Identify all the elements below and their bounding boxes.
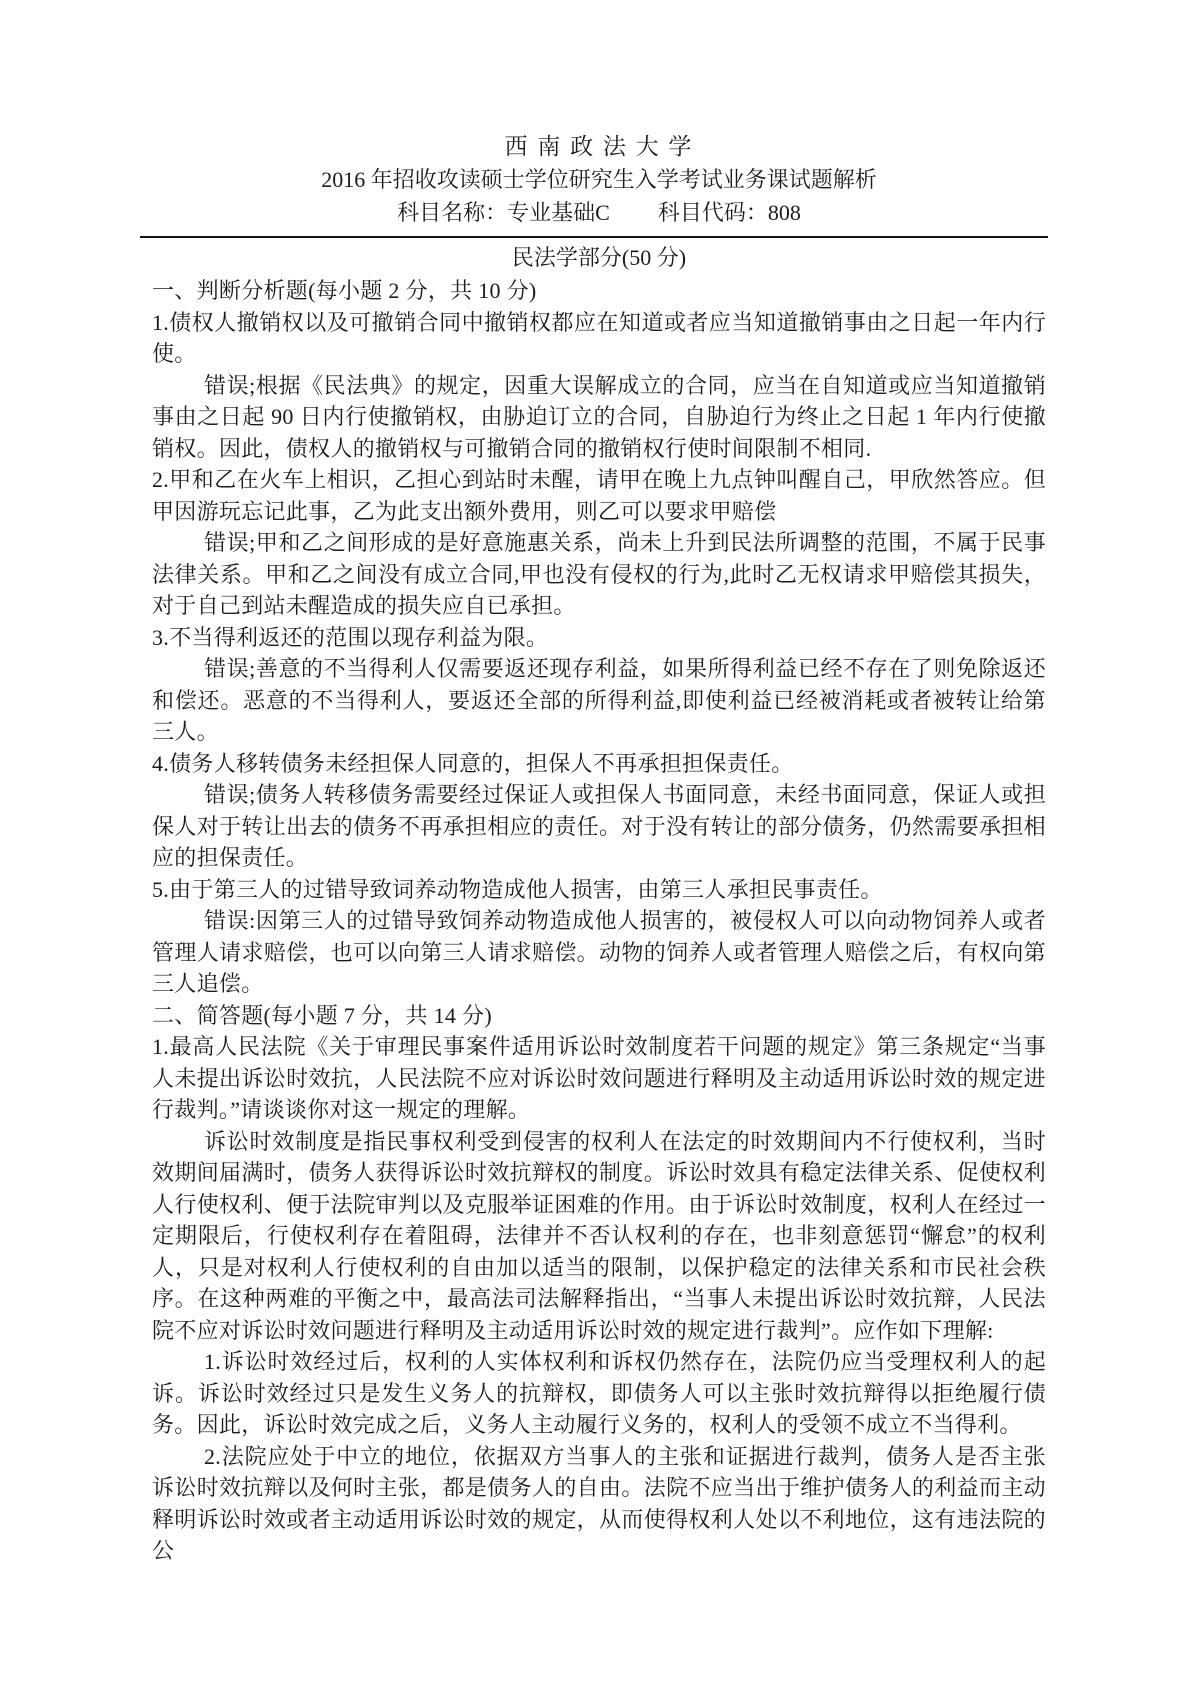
document-header <box>152 130 1046 229</box>
part1-question-3: 3.不当得利返还的范围以现存利益为限。 <box>152 624 549 650</box>
part2-answer-paragraph-2: 1.诉讼时效经过后，权利的人实体权利和诉权仍然存在，法院仍应当受理权利人的起诉。诉讼时效经过只是发生义务人的抗辩权，即债务人可以主张时效抗辩得以拒绝履行债务。因此，诉讼时效完成之后，义务人主动履行义务的，权利人的受领不成立不当得利。 <box>152 1349 1046 1437</box>
part1-heading: 一、判断分析题(每小题 2 分，共 10 分) <box>152 278 537 303</box>
part2-answer-paragraph-1: 诉讼时效制度是指民事权利受到侵害的权利人在法定的时效期间内不行使权利，当时效期间届满时，债务人获得诉讼时效抗辩权的制度。诉讼时效具有稳定法律关系、促使权利人行使权利、便于法院审判以及克服举证困难的作用。由于诉讼时效制度，权利人在经过一定期限后，行使权利存在着阻碍，法律并不否认权利的存在，也非刻意惩罚“懈怠”的权利人，只是对权利人行使权利的自由加以适当的限制，以保护稳定的法律关系和市民社会秩序。在这种两难的平衡之中，最高法司法解释指出，“当事人未提出诉讼时效抗辩，人民法院不应对诉讼时效问题进行释明及主动适用诉讼时效的规定进行裁判”。应作如下理解: <box>152 1128 1046 1343</box>
part1-question-2: 2.甲和乙在火车上相识，乙担心到站时未醒，请甲在晚上九点钟叫醒自己，甲欣然答应。但甲因游玩忘记此事，乙为此支出额外费用，则乙可以要求甲赔偿 <box>152 467 1046 524</box>
part2-heading: 二、简答题(每小题 7 分，共 14 分) <box>152 1002 492 1028</box>
document-body <box>152 275 1046 1567</box>
header-divider <box>140 236 1048 238</box>
part1-question-1: 1.债权人撤销权以及可撤销合同中撤销权都应在知道或者应当知道撤销事由之日起一年内行使。 <box>152 309 1046 366</box>
part1-answer-4: 错误;债务人转移债务需要经过保证人或担保人书面同意，未经书面同意，保证人或担保人对于转让出去的债务不再承担相应的责任。对于没有转让的部分债务，仍然需要承担相应的担保责任。 <box>152 782 1046 870</box>
part1-answer-3: 错误;善意的不当得利人仅需要返还现存利益，如果所得利益已经不存在了则免除返还和偿还。恶意的不当得利人，要返还全部的所得利益,即使利益已经被消耗或者被转让给第三人。 <box>152 656 1046 744</box>
university-title: 西 南 政 法 大 学 <box>504 134 694 159</box>
part1-answer-1: 错误;根据《民法典》的规定，因重大误解成立的合同，应当在自知道或应当知道撤销事由之日起 90 日内行使撤销权，由胁迫订立的合同，自胁迫行为终止之日起 1 年内行使撤销权。因此，债权人的撤销权与可撤销合同的撤销权行使时间限制不相同. <box>152 372 1046 461</box>
part1-question-4: 4.债务人移转债务未经担保人同意的，担保人不再承担担保责任。 <box>152 750 794 776</box>
part1-question-5: 5.由于第三人的过错导致词养动物造成他人损害，由第三人承担民事责任。 <box>152 876 883 902</box>
part2-answer-paragraph-3: 2.法院应处于中立的地位，依据双方当事人的主张和证据进行裁判，债务人是否主张诉讼时效抗辩以及何时主张，都是债务人的自由。法院不应当出于维护债务人的利益而主动释明诉讼时效或者主动适用诉讼时效的规定，从而使得权利人处以不利地位，这有违法院的公 <box>152 1443 1046 1563</box>
subject-name: 科目名称：专业基础C <box>397 200 610 225</box>
section-title: 民法学部分(50 分) <box>511 245 687 270</box>
part1-answer-2: 错误;甲和乙之间形成的是好意施惠关系，尚未上升到民法所调整的范围，不属于民事法律关系。甲和乙之间没有成立合同,甲也没有侵权的行为,此时乙无权请求甲赔偿其损失，对于自己到站未醒造成的损失应自已承担。 <box>152 530 1046 618</box>
part2-question-1: 1.最高人民法院《关于审理民事案件适用诉讼时效制度若干问题的规定》第三条规定“当事人未提出诉讼时效抗，人民法院不应对诉讼时效问题进行释明及主动适用诉讼时效的规定进行裁判。”请谈谈你对这一规定的理解。 <box>152 1034 1046 1122</box>
exam-title: 2016 年招收攻读硕士学位研究生入学考试业务课试题解析 <box>321 167 877 192</box>
part1-answer-5: 错误:因第三人的过错导致饲养动物造成他人损害的，被侵权人可以向动物饲养人或者管理人请求赔偿，也可以向第三人请求赔偿。动物的饲养人或者管理人赔偿之后，有权向第三人追偿。 <box>152 908 1046 996</box>
subject-line <box>152 196 1046 229</box>
subject-code: 科目代码：808 <box>657 200 801 225</box>
